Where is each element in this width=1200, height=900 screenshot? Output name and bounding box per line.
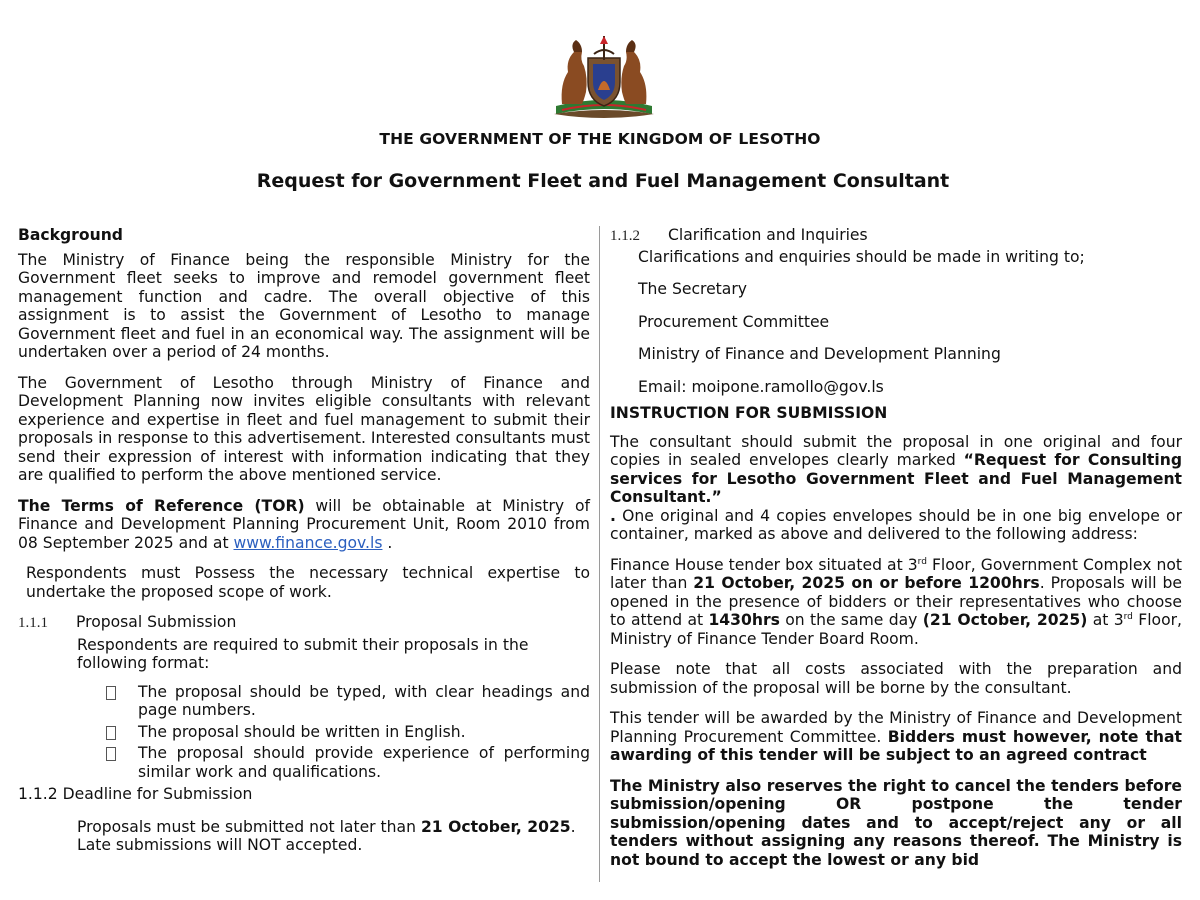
award-pre: This tender will be awarded by the Ministry of Finance and Development Planning Procurement Committee. xyxy=(610,709,1182,746)
fh-sup: rd xyxy=(917,556,927,567)
section-title: Clarification and Inquiries xyxy=(668,226,868,244)
proposal-format-list xyxy=(106,683,590,782)
fh-pre: Finance House tender box situated at 3 xyxy=(610,555,918,574)
fh-sup2: rd xyxy=(1123,611,1133,622)
submission-post: One original and 4 copies envelopes should be in one big envelope or container, marked as above and delivered to the following address: xyxy=(610,506,1182,543)
fh-mid: Floor, Government Complex not later than xyxy=(610,555,1183,592)
finance-house-paragraph xyxy=(610,556,1182,649)
list-item xyxy=(106,723,590,742)
list-item xyxy=(106,683,590,720)
deadline-pre: Proposals must be submitted not later than xyxy=(77,817,421,836)
respondents-paragraph: Respondents must Possess the necessary technical expertise to undertake the proposed scope of work. xyxy=(26,564,590,601)
fh-end: Floor, Ministry of Finance Tender Board Room. xyxy=(610,611,1182,648)
clarification-intro: Clarifications and enquiries should be made in writing to; xyxy=(638,247,1085,266)
deadline-date: 21 October, 2025 xyxy=(420,817,571,836)
background-paragraph-2: The Government of Lesotho through Ministry of Finance and Development Planning now invites eligible consultants with relevant experience and expertise in fleet and fuel management to submit their proposals in response to this advertisement. Interested consultants must send their expression of interest with information indicating that they are qualified to perform the above mentioned service. xyxy=(18,373,590,484)
bullet-box-icon xyxy=(106,686,116,700)
right-column xyxy=(610,226,1182,869)
tor-end: . xyxy=(382,533,393,552)
costs-paragraph: Please note that all costs associated with the preparation and submission of the proposal will be borne by the consultant. xyxy=(610,660,1182,697)
left-column xyxy=(18,226,590,855)
coat-of-arms-icon xyxy=(548,34,660,120)
submission-paragraph xyxy=(610,433,1182,544)
section-number: 1.1.2 xyxy=(610,228,640,244)
proposal-intro: Respondents are required to submit their proposals in the following format: xyxy=(77,635,529,672)
bullet-box-icon xyxy=(106,726,116,740)
list-item-text: The proposal should be written in English. xyxy=(138,722,466,741)
reservation-paragraph: The Ministry also reserves the right to cancel the tenders before submission/opening OR postpone the tender submission/opening dates and to accept/reject any or all tenders without assigning any reasons thereof. The Ministry is not bound to accept the lowest or any bid xyxy=(610,776,1182,869)
award-bold: Bidders must however, note that awarding of this tender will be subject to an agreed contract xyxy=(610,727,1182,764)
award-paragraph xyxy=(610,709,1182,765)
tor-bold: The Terms of Reference (TOR) xyxy=(18,496,305,515)
address-line-ministry: Ministry of Finance and Development Planning xyxy=(638,345,1001,363)
list-item-text: The proposal should provide experience of performing similar work and qualifications. xyxy=(138,744,590,781)
document-title: Request for Government Fleet and Fuel Management Consultant xyxy=(256,170,950,192)
tor-paragraph xyxy=(18,497,590,553)
government-title: THE GOVERNMENT OF THE KINGDOM OF LESOTHO xyxy=(379,130,821,148)
opening-date: (21 October, 2025) xyxy=(922,611,1088,629)
deadline-post: . xyxy=(570,817,576,836)
section-number: 1.1.1 xyxy=(18,615,48,631)
fh-mid3: on the same day xyxy=(779,611,923,629)
contact-email: Email: moipone.ramollo@gov.ls xyxy=(638,377,884,396)
late-submission-note: Late submissions will NOT accepted. xyxy=(77,836,363,854)
opening-time: 1430hrs xyxy=(708,611,780,629)
section-1-1-2-heading xyxy=(610,226,1182,246)
background-paragraph-1: The Ministry of Finance being the responsible Ministry for the Government fleet seeks to improve and remodel government fleet management function and cadre. The overall objective of this assignment is to assist the Government of Lesotho to manage Government fleet and fuel in an economical way. The assignment will be undertaken over a period of 24 months. xyxy=(18,250,590,361)
instruction-heading: INSTRUCTION FOR SUBMISSION xyxy=(610,404,888,422)
deadline-paragraph xyxy=(77,818,590,837)
deadline-heading: 1.1.2 Deadline for Submission xyxy=(18,785,253,803)
address-line-secretary: The Secretary xyxy=(638,280,747,298)
list-item-text: The proposal should be typed, with clear headings and page numbers. xyxy=(138,682,590,719)
tor-text: will be obtainable at Ministry of Finance and Development Planning Procurement Unit, Room 2010 from 08 September 2025 and at xyxy=(18,496,590,552)
background-heading: Background xyxy=(18,226,123,244)
section-1-1-1-heading xyxy=(18,613,590,633)
closing-date: 21 October, 2025 on or before 1200hrs xyxy=(693,574,1040,592)
submission-dot: . xyxy=(610,506,616,525)
fh-mid2: . Proposals will be opened in the presence of bidders or their representatives who choose to attend at xyxy=(610,574,1182,629)
bullet-box-icon xyxy=(106,747,116,761)
submission-marking: “Request for Consulting services for Lesotho Government Fleet and Fuel Management Consultant.” xyxy=(610,451,1182,506)
column-divider xyxy=(599,226,600,882)
fh-mid4: at 3 xyxy=(1087,611,1124,629)
submission-pre: The consultant should submit the proposal in one original and four copies in sealed envelopes clearly marked xyxy=(610,432,1182,469)
section-title: Proposal Submission xyxy=(76,613,237,631)
list-item xyxy=(106,744,590,781)
address-line-committee: Procurement Committee xyxy=(638,312,830,331)
finance-website-link[interactable]: www.finance.gov.ls xyxy=(233,533,383,552)
